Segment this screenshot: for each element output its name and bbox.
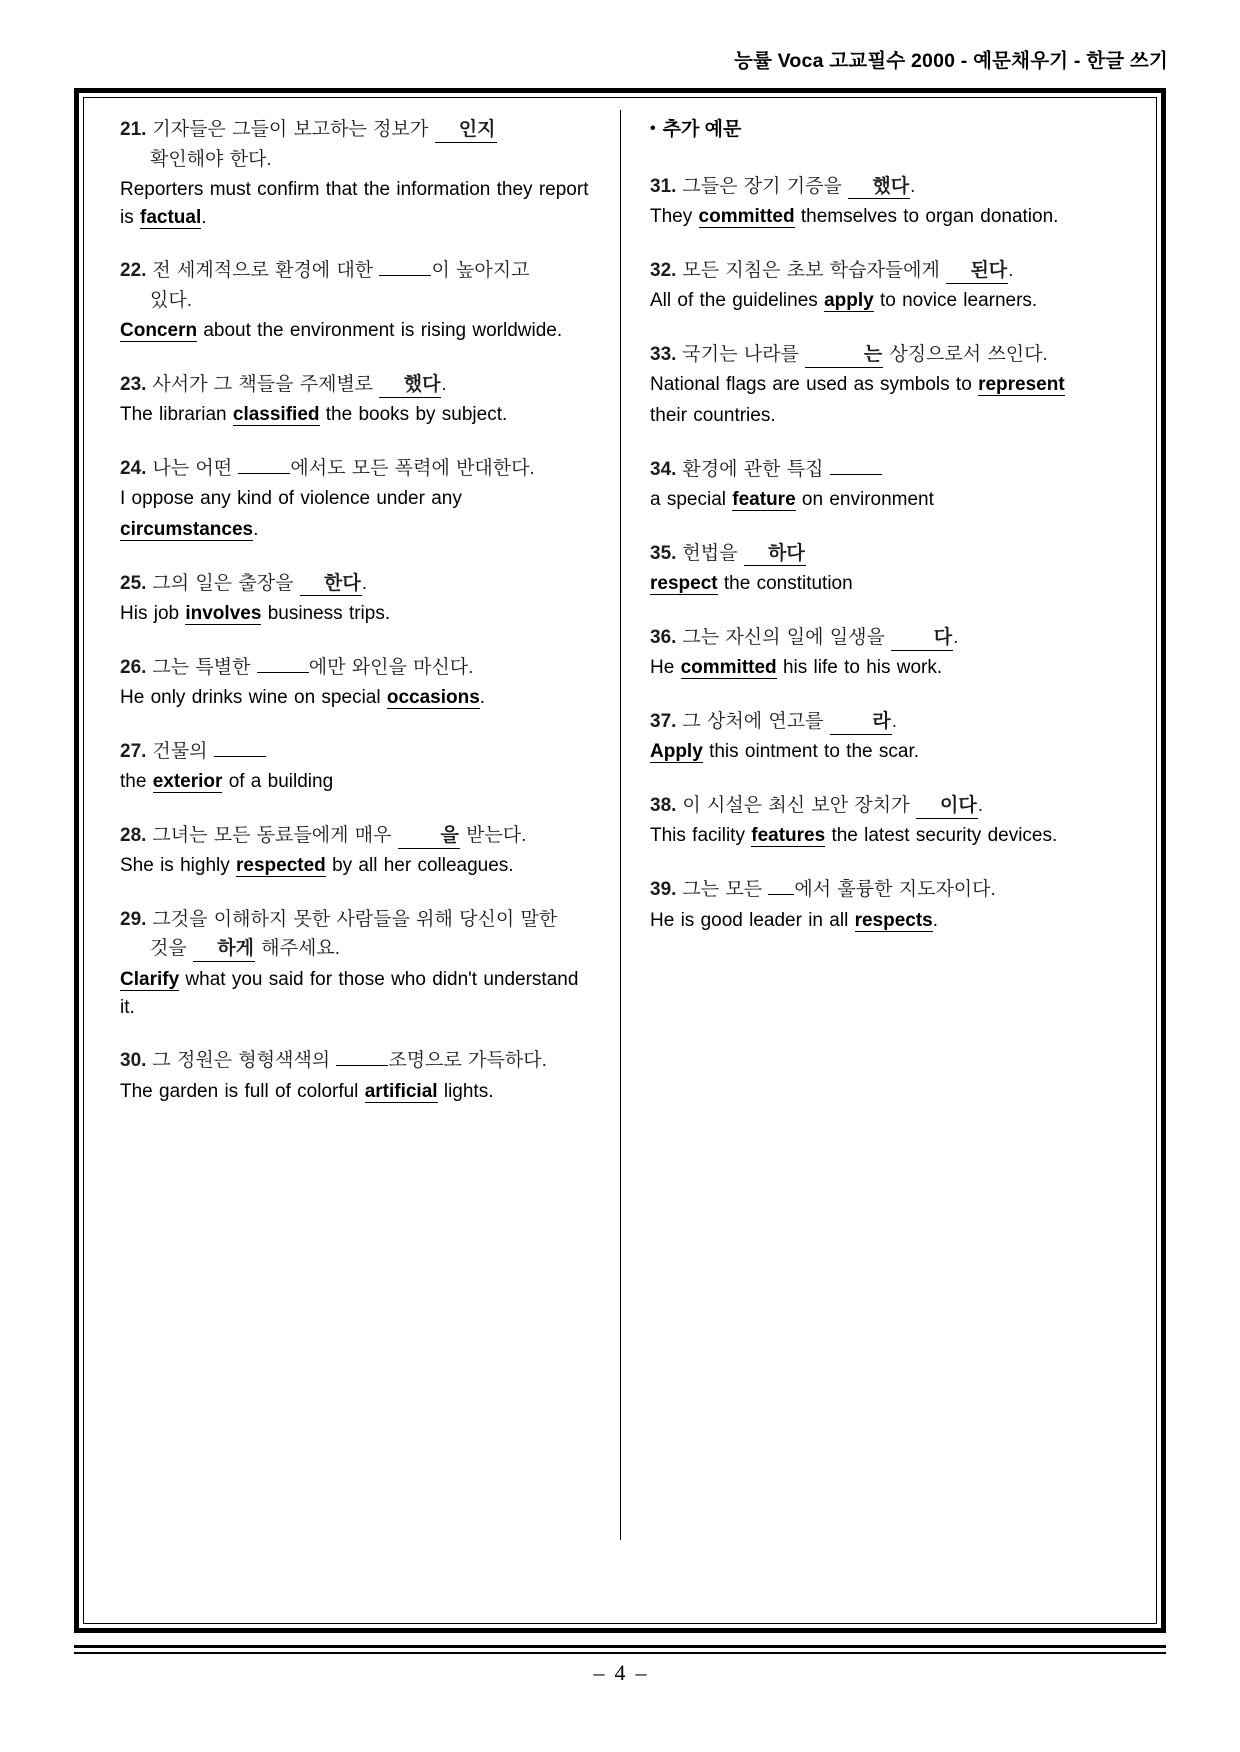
keyword: feature <box>732 489 796 511</box>
section-title: 추가 예문 <box>662 119 742 140</box>
answer-blank[interactable] <box>257 672 309 673</box>
item-number: 27. <box>120 740 147 762</box>
page-header <box>72 50 1168 73</box>
keyword: circumstances <box>120 519 254 541</box>
english-sentence <box>650 287 1126 315</box>
english-sentence <box>120 966 594 1021</box>
item-number: 32. <box>650 259 677 281</box>
korean-sentence <box>650 708 1126 736</box>
exercise-item-39 <box>650 876 1126 934</box>
korean-sentence <box>650 341 1126 369</box>
korean-text-a: 환경에 관한 특집 <box>682 458 824 480</box>
bullet-icon: • <box>650 120 656 137</box>
item-number: 39. <box>650 878 677 900</box>
exercise-item-24 <box>120 455 594 544</box>
exercise-item-22 <box>120 257 594 345</box>
keyword: committed <box>698 206 795 228</box>
item-number: 37. <box>650 710 677 732</box>
exercise-item-38 <box>650 792 1126 850</box>
column-divider <box>620 110 621 1540</box>
english-text-a: He is good leader in all <box>650 909 849 931</box>
english-text-a: The librarian <box>120 404 227 426</box>
korean-text-b: . <box>953 626 959 648</box>
exercise-item-34 <box>650 456 1126 514</box>
korean-text-mid: 이 높아지고 <box>431 260 530 282</box>
korean-sentence <box>120 906 594 934</box>
keyword: respects <box>854 909 933 931</box>
exercise-item-27 <box>120 738 594 796</box>
korean-sentence-cont <box>120 287 594 315</box>
korean-sentence <box>120 822 594 850</box>
english-text-a: Reporters must confirm that the information they report is <box>120 179 589 228</box>
english-sentence <box>650 654 1126 682</box>
korean-text-a: 그의 일은 출장을 <box>152 572 294 594</box>
answer-blank[interactable]: 했다 <box>379 374 441 398</box>
english-text-a: The garden is full of colorful <box>120 1080 359 1102</box>
keyword: involves <box>185 603 262 625</box>
english-text-b: . <box>932 909 939 931</box>
korean-text-b-pre: 것을 <box>150 938 187 960</box>
korean-sentence <box>650 456 1126 484</box>
english-text-a: a special <box>650 489 726 511</box>
answer-blank[interactable]: 을 <box>398 825 460 849</box>
korean-text-b: . <box>441 373 447 395</box>
english-text-a: He <box>650 657 675 679</box>
korean-text-b: . <box>361 572 368 594</box>
answer-blank[interactable]: 이다 <box>916 795 978 819</box>
english-sentence-cont <box>650 402 1126 430</box>
english-text-a: He only drinks wine on special <box>120 687 381 709</box>
english-text-a: I oppose any kind of violence under any <box>120 488 462 510</box>
answer-blank[interactable]: 했다 <box>848 176 910 200</box>
exercise-item-29 <box>120 906 594 1021</box>
answer-blank[interactable] <box>238 473 290 474</box>
english-text-b: what you said for those who didn't understand it. <box>120 969 579 1018</box>
korean-sentence <box>120 1047 594 1075</box>
footer-dash-right: – <box>635 1660 647 1685</box>
korean-text-a: 나는 어떤 <box>152 457 233 479</box>
korean-sentence-cont <box>120 146 594 174</box>
korean-text-b: . <box>1008 259 1014 281</box>
footer-dash-left: – <box>593 1660 605 1685</box>
korean-text-b: 상징으로서 쓰인다. <box>889 343 1048 365</box>
keyword: features <box>751 825 826 847</box>
korean-text-a: 사서가 그 책들을 주제별로 <box>152 373 374 395</box>
english-text-b: of a building <box>228 771 334 793</box>
exercise-item-35 <box>650 540 1126 598</box>
english-text-a: All of the guidelines <box>650 290 818 312</box>
exercise-item-21 <box>120 116 594 231</box>
english-text-a: She is highly <box>120 855 230 877</box>
korean-sentence <box>650 876 1126 904</box>
document-title: 능률 Voca 고교필수 2000 - 예문채우기 - 한글 쓰기 <box>733 50 1168 72</box>
left-column <box>104 116 620 1131</box>
korean-text-b: 해주세요. <box>261 938 340 960</box>
right-column <box>620 116 1136 960</box>
exercise-item-26 <box>120 654 594 712</box>
english-text-a: They <box>650 206 693 228</box>
item-number: 22. <box>120 260 147 282</box>
exercise-item-37 <box>650 708 1126 766</box>
english-text-a: His job <box>120 603 180 625</box>
korean-text-b: 받는다. <box>466 824 527 846</box>
english-text-b: themselves to organ donation. <box>800 206 1059 228</box>
korean-text-b: . <box>977 794 983 816</box>
english-sentence <box>650 486 1126 514</box>
exercise-item-33 <box>650 341 1126 430</box>
english-text-b: . <box>253 519 259 541</box>
korean-text-a: 그것을 이해하지 못한 사람들을 위해 당신이 말한 <box>152 908 558 930</box>
answer-blank[interactable] <box>379 275 431 276</box>
english-sentence <box>120 485 594 513</box>
korean-text-a: 헌법을 <box>682 542 738 564</box>
english-text-b: business trips. <box>267 603 391 625</box>
additional-examples-heading <box>650 118 1126 143</box>
item-number: 30. <box>120 1050 147 1072</box>
english-sentence <box>120 1078 594 1106</box>
item-number: 36. <box>650 626 677 648</box>
exercise-item-36 <box>650 624 1126 682</box>
two-column-layout <box>104 116 1136 1613</box>
item-number: 38. <box>650 794 677 816</box>
korean-sentence-cont <box>120 935 594 963</box>
english-sentence <box>650 570 1126 598</box>
english-sentence <box>650 907 1126 935</box>
english-text-b: . <box>479 687 486 709</box>
english-text-b: about the environment is rising worldwide. <box>203 320 563 342</box>
exercise-item-25 <box>120 570 594 628</box>
english-text-b: lights. <box>443 1080 494 1102</box>
korean-sentence <box>120 371 594 399</box>
keyword: apply <box>824 290 874 312</box>
korean-text-b: . <box>910 175 916 197</box>
exercise-item-31 <box>650 173 1126 231</box>
item-number: 34. <box>650 458 677 480</box>
keyword: exterior <box>152 771 223 793</box>
english-text-b: the books by subject. <box>325 404 508 426</box>
keyword: committed <box>680 657 777 679</box>
korean-sentence <box>120 455 594 483</box>
page-border-inner <box>83 97 1157 1624</box>
answer-blank[interactable]: 하다 <box>744 543 806 567</box>
korean-text-b: 확인해야 한다. <box>150 148 272 170</box>
korean-text-b: 에만 와인을 마신다. <box>308 656 474 678</box>
item-number: 23. <box>120 373 147 395</box>
korean-sentence <box>120 654 594 682</box>
answer-blank[interactable]: 하게 <box>193 938 255 962</box>
korean-text-a: 그는 자신의 일에 일생을 <box>682 626 885 648</box>
answer-blank[interactable]: 인지 <box>435 119 497 143</box>
korean-text-b: 에서 훌륭한 지도자이다. <box>794 878 996 900</box>
english-text-b: the constitution <box>723 573 853 595</box>
korean-text-a: 국기는 나라를 <box>682 343 799 365</box>
english-text-b: his life to his work. <box>782 657 943 679</box>
footer-rule-thin <box>74 1652 1166 1654</box>
english-sentence <box>650 203 1126 231</box>
item-number: 35. <box>650 542 677 564</box>
english-text-b: on environment <box>801 489 934 511</box>
korean-text-b: . <box>891 710 898 732</box>
korean-sentence <box>650 792 1126 820</box>
item-number: 31. <box>650 175 677 197</box>
english-text-b: their countries. <box>650 404 776 426</box>
english-text-a: This facility <box>650 825 745 847</box>
keyword: artificial <box>364 1080 438 1102</box>
korean-text-b: 조명으로 가득하다. <box>388 1050 547 1072</box>
page-number: 4 <box>614 1660 626 1685</box>
english-sentence <box>650 738 1126 766</box>
english-text-b: . <box>201 206 207 228</box>
footer-rule-thick <box>74 1645 1166 1648</box>
english-sentence <box>120 176 594 231</box>
keyword: respected <box>236 855 326 877</box>
english-sentence <box>120 684 594 712</box>
korean-sentence <box>120 570 594 598</box>
korean-text-a: 그 상처에 연고를 <box>682 710 824 732</box>
korean-sentence <box>650 173 1126 201</box>
answer-blank[interactable] <box>768 894 794 895</box>
korean-text-a: 그는 특별한 <box>152 656 251 678</box>
item-number: 29. <box>120 908 147 930</box>
answer-blank[interactable] <box>214 756 266 757</box>
answer-blank[interactable]: 한다 <box>300 573 362 597</box>
english-text-b: this ointment to the scar. <box>709 741 920 763</box>
korean-text-a: 그 정원은 형형색색의 <box>152 1050 331 1072</box>
keyword: represent <box>978 374 1065 396</box>
exercise-item-32 <box>650 257 1126 315</box>
keyword: factual <box>140 206 202 228</box>
korean-text-b: 에서도 모든 폭력에 반대한다. <box>290 457 535 479</box>
item-number: 25. <box>120 572 147 594</box>
korean-text-b: 있다. <box>150 289 192 311</box>
answer-blank[interactable] <box>336 1065 388 1066</box>
english-text-a: National flags are used as symbols to <box>650 374 972 396</box>
item-number: 28. <box>120 824 147 846</box>
english-sentence <box>120 852 594 880</box>
korean-text-a: 건물의 <box>152 740 208 762</box>
answer-blank[interactable]: 된다 <box>946 260 1008 284</box>
answer-blank[interactable]: 라 <box>830 711 892 735</box>
english-text-b: to novice learners. <box>879 290 1038 312</box>
korean-text-a: 모든 지침은 초보 학습자들에게 <box>682 259 940 281</box>
exercise-item-28 <box>120 822 594 880</box>
answer-blank[interactable]: 다 <box>891 627 953 651</box>
korean-sentence <box>650 624 1126 652</box>
exercise-item-23 <box>120 371 594 429</box>
english-sentence <box>120 317 594 345</box>
korean-text-a: 기자들은 그들이 보고하는 정보가 <box>152 119 429 140</box>
keyword: occasions <box>386 687 480 709</box>
english-sentence <box>650 371 1126 399</box>
keyword: classified <box>232 404 320 426</box>
exercise-item-30 <box>120 1047 594 1105</box>
page-footer <box>0 1660 1240 1686</box>
korean-sentence <box>120 738 594 766</box>
keyword: Concern <box>120 320 198 342</box>
english-sentence <box>120 600 594 628</box>
english-text-b: by all her colleagues. <box>332 855 514 877</box>
answer-blank[interactable]: 는 <box>805 344 883 368</box>
korean-sentence <box>120 257 594 285</box>
korean-sentence <box>120 116 594 144</box>
korean-text-a: 그녀는 모든 동료들에게 매우 <box>152 824 392 846</box>
english-sentence <box>120 768 594 796</box>
korean-sentence <box>650 257 1126 285</box>
korean-sentence <box>650 540 1126 568</box>
answer-blank[interactable] <box>830 474 882 475</box>
page-border-outer <box>74 88 1166 1633</box>
english-text-a: the <box>120 771 147 793</box>
english-text-b: the latest security devices. <box>831 825 1058 847</box>
item-number: 26. <box>120 656 147 678</box>
korean-text-a: 이 시설은 최신 보안 장치가 <box>682 794 910 816</box>
keyword: Clarify <box>120 969 180 991</box>
item-number: 24. <box>120 457 147 479</box>
item-number: 21. <box>120 119 147 140</box>
korean-text-a: 그들은 장기 기증을 <box>682 175 842 197</box>
korean-text-a: 전 세계적으로 환경에 대한 <box>152 260 374 282</box>
korean-text-a: 그는 모든 <box>682 878 763 900</box>
english-sentence <box>650 822 1126 850</box>
item-number: 33. <box>650 343 677 365</box>
english-sentence-cont <box>120 516 594 544</box>
english-sentence <box>120 401 594 429</box>
keyword: Apply <box>650 741 703 763</box>
keyword: respect <box>650 573 718 595</box>
